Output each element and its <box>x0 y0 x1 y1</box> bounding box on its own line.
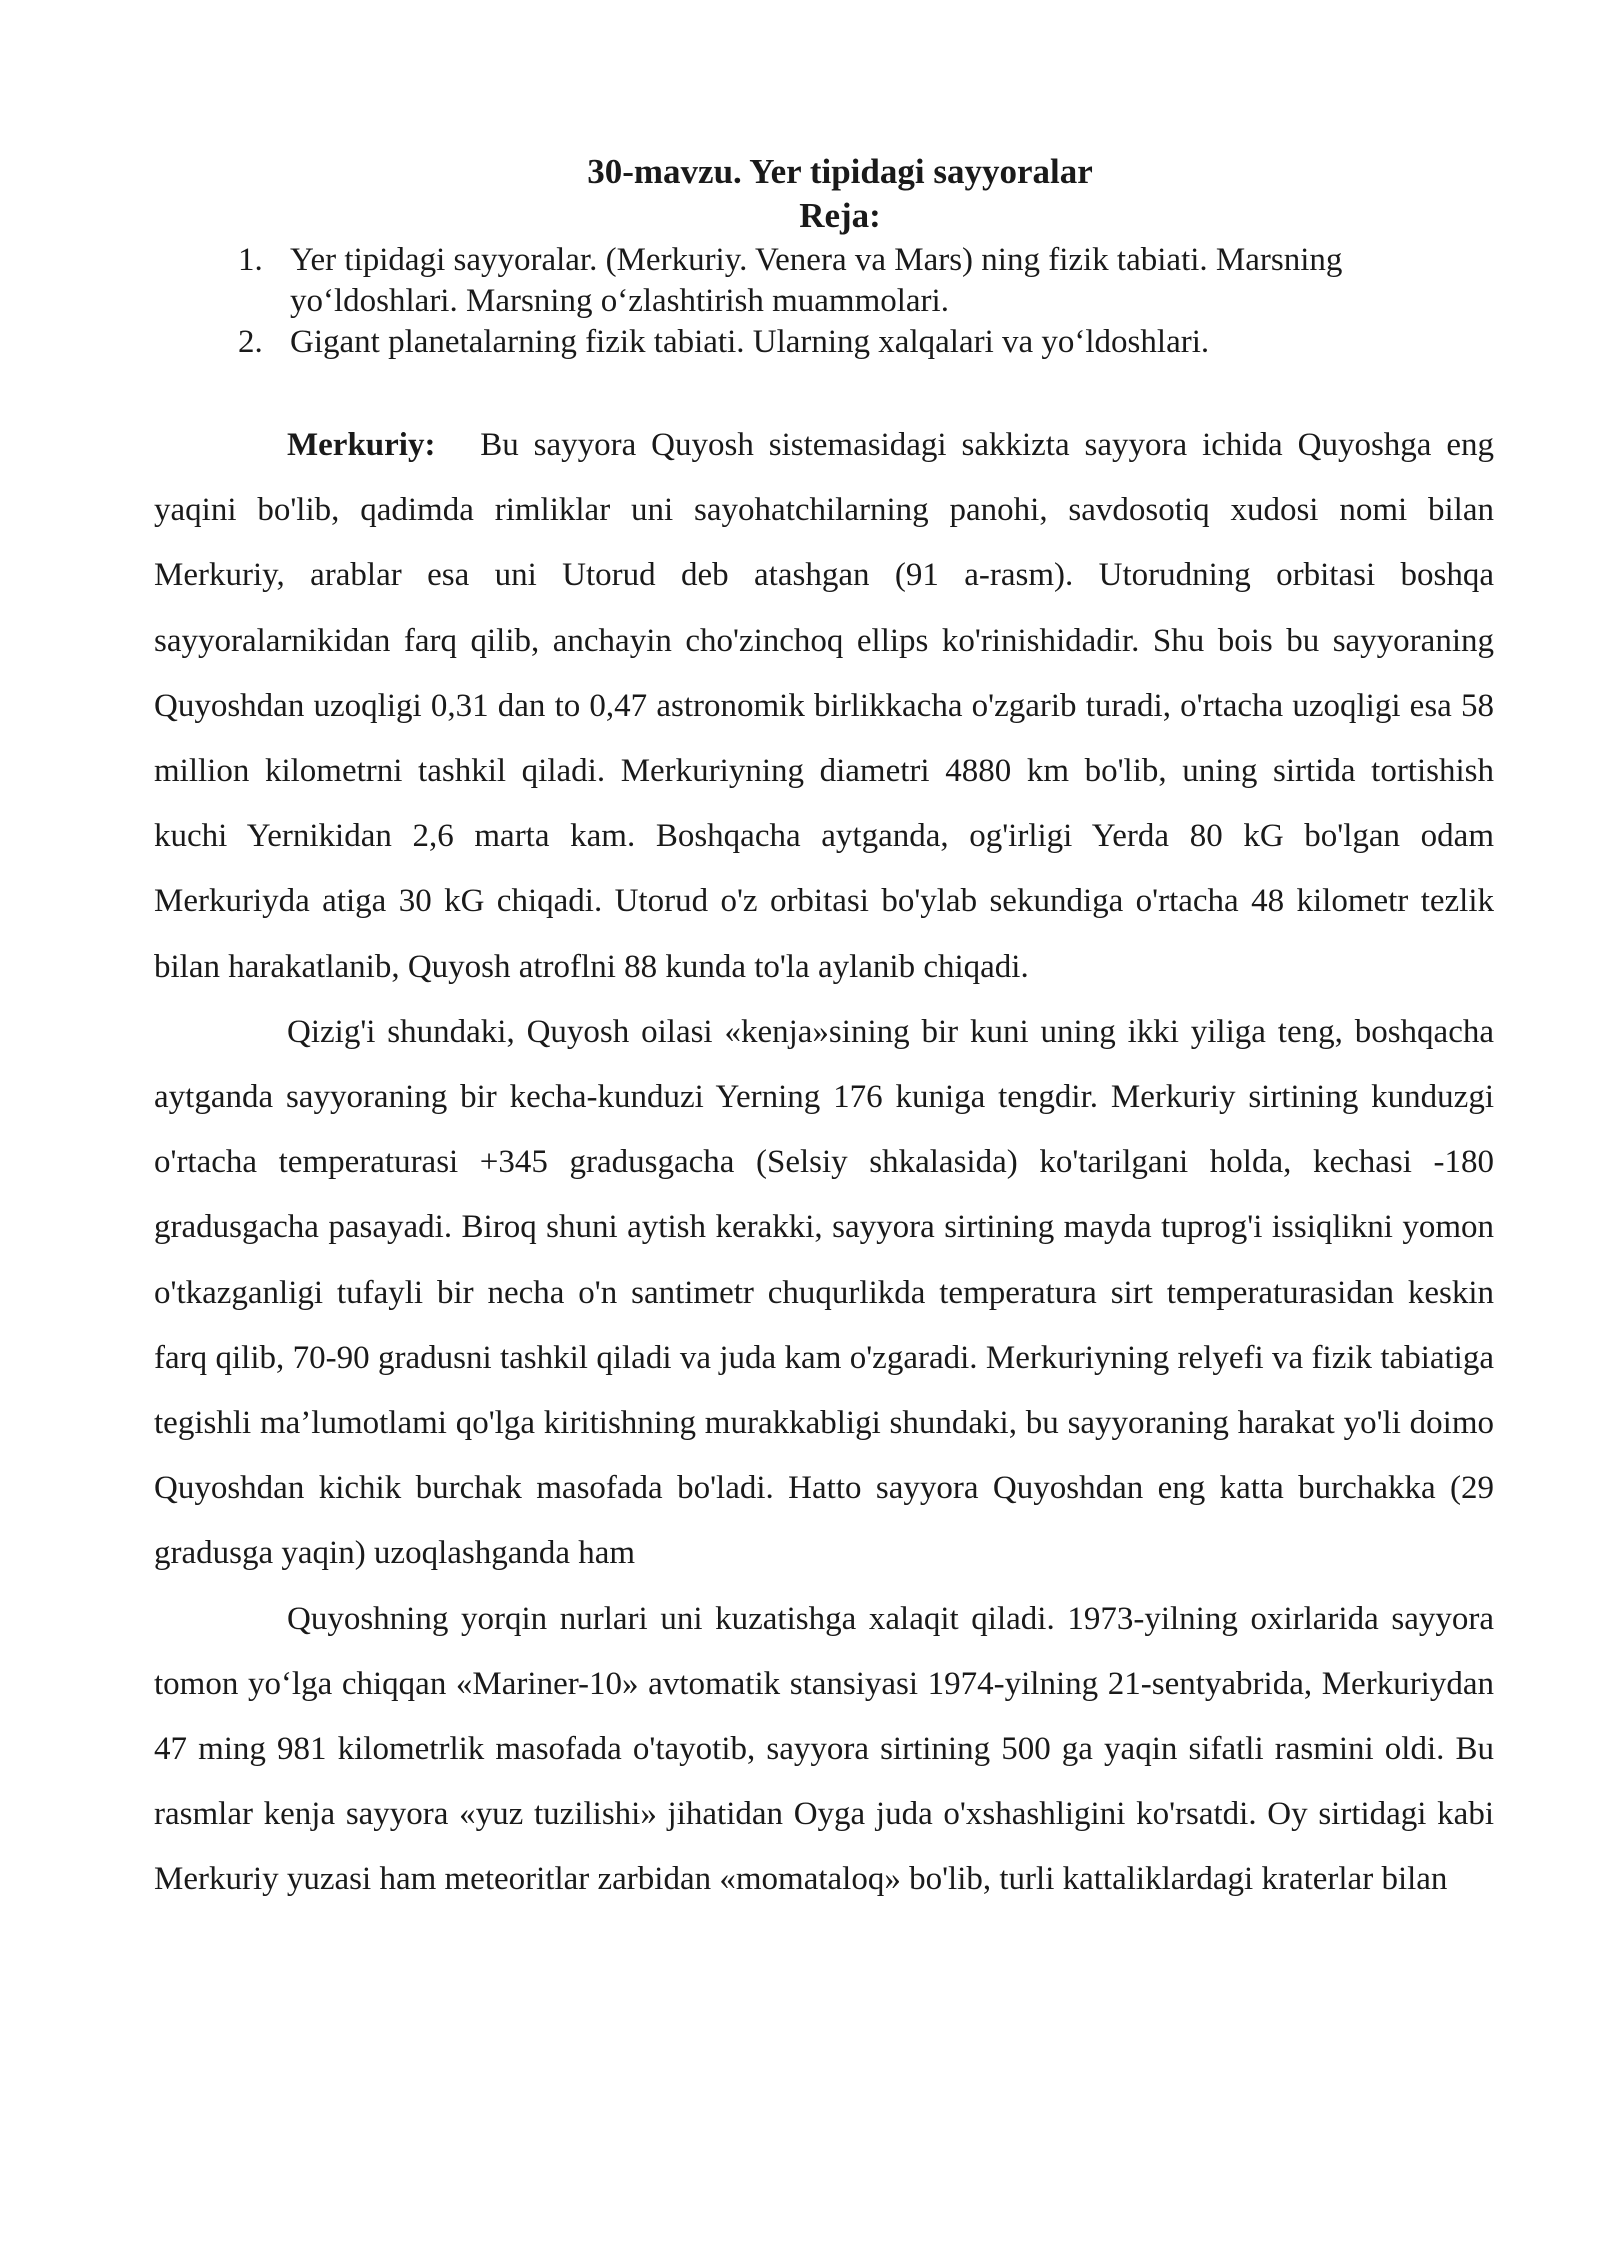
paragraph-text: Quyoshning yorqin nurlari uni kuzatishga xalaqit qiladi. 1973-yilning oxirlarida sayyora tomon yo‘lga chiqqan «Mariner-10» avtomatik stansiyasi 1974-yilning 21-sentyabrida, Merkuriydan 47 ming 981 kilometrlik masofada o'tayotib, sayyora sirtining 500 ga yaqin sifatli rasmini oldi. Bu rasmlar kenja sayyora «yuz tuzilishi» jihatidan Oyga juda o'xshashligini ko'rsatdi. Oy sirtidagi kabi Merkuriy yuzasi ham meteoritlar zarbidan «momataloq» bo'lib, turli kattaliklardagi kraterlar bilan <box>154 1600 1494 1898</box>
plan-heading: Reja: <box>799 196 881 235</box>
paragraph-mariner <box>154 1587 1494 1913</box>
plan-item-text: Gigant planetalarning fizik tabiati. Ularning xalqalari va yo‘ldoshlari. <box>290 324 1210 360</box>
plan-item-2 <box>238 322 1438 363</box>
paragraph-text: Qizig'i shundaki, Quyosh oilasi «kenja»sining bir kuni uning ikki yiliga teng, boshqacha aytganda sayyoraning bir kecha-kunduzi Yerning 176 kuniga tengdir. Merkuriy sirtining kunduzgi o'rtacha temperaturasi +345 gradusgacha (Selsiy shkalasida) ko'tarilgani holda, kechasi -180 gradusgacha pasayadi. Biroq shuni aytish kerakki, sayyora sirtining mayda tuprog'i issiqlikni yomon o'tkazganligi tufayli bir necha o'n santimetr chuqurlikda temperatura sirt temperaturasidan keskin farq qilib, 70-90 gradusni tashkil qiladi va juda kam o'zgaradi. Merkuriyning relyefi va fizik tabiatiga tegishli ma’lumotlami qo'lga kiritishning murakkabligi shundaki, bu sayyoraning harakat yo'li doimo Quyoshdan kichik burchak masofada bo'ladi. Hatto sayyora Quyoshdan eng katta burchakka (29 gradusga yaqin) uzoqlashganda ham <box>154 1013 1494 1572</box>
document-title: 30-mavzu. Yer tipidagi sayyoralar <box>587 152 1093 191</box>
paragraph-rotation <box>154 1000 1494 1587</box>
plan-list <box>238 240 1438 363</box>
plan-item-text: Yer tipidagi sayyoralar. (Merkuriy. Venera va Mars) ning fizik tabiati. Marsning yo‘ldoshlari. Marsning o‘zlashtirish muammolari. <box>290 242 1343 319</box>
paragraph-text: Bu sayyora Quyosh sistemasidagi sakkizta sayyora ichida Quyoshga eng yaqini bo'lib, qadimda rimliklar uni sayohatchilarning panohi, savdosotiq xudosi nomi bilan Merkuriy, arablar esa uni Utorud deb atashgan (91 a-rasm). Utorudning orbitasi boshqa sayyoralarnikidan farq qilib, anchayin cho'zinchoq ellips ko'rinishidadir. Shu bois bu sayyoraning Quyoshdan uzoqligi 0,31 dan to 0,47 astronomik birlikkacha o'zgarib turadi, o'rtacha uzoqligi esa 58 million kilometrni tashkil qiladi. Merkuriyning diametri 4880 km bo'lib, uning sirtida tortishish kuchi Yernikidan 2,6 marta kam. Boshqacha aytganda, og'irligi Yerda 80 kG bo'lgan odam Merkuriyda atiga 30 kG chiqadi. Utorud o'z orbitasi bo'ylab sekundiga o'rtacha 48 kilometr tezlik bilan harakatlanib, Quyosh atroflni 88 kunda to'la aylanib chiqadi. <box>154 427 1494 985</box>
plan-item-number: 1. <box>238 242 263 278</box>
paragraph-lead-term: Merkuriy: <box>287 427 436 463</box>
plan-item-number: 2. <box>238 324 263 360</box>
plan-item-1 <box>238 240 1438 322</box>
body-text <box>154 413 1494 1913</box>
paragraph-merkuriy <box>154 413 1494 1000</box>
